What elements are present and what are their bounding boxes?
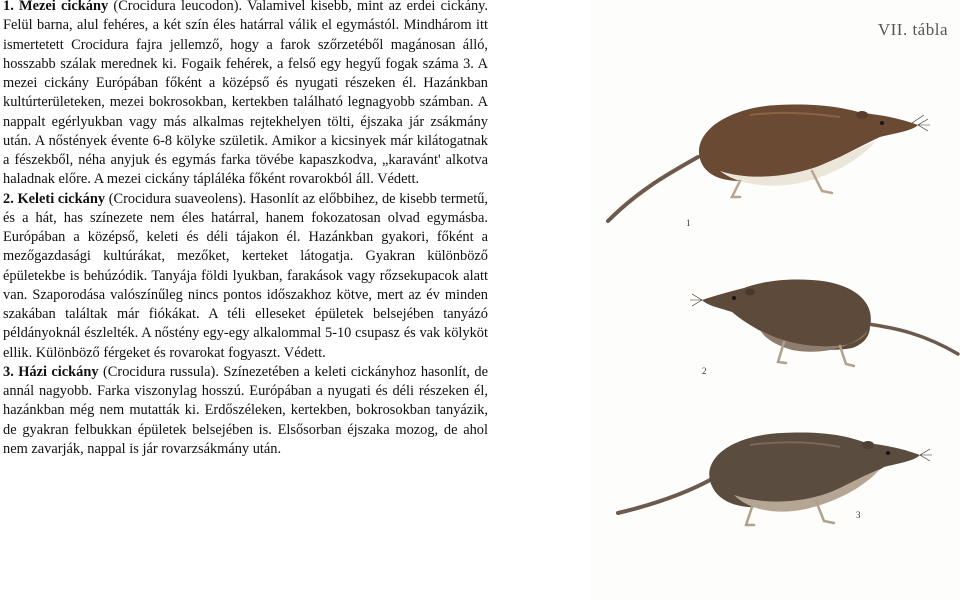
section-1-body: Valamivel kisebb, mint az erdei cickány. Felül barna, alul fehéres, a két szín éles határral válik el egymástól. Mindhárom itt ismertetett Crocidura fajra jellemző, hogy a farok szőrzetéből magánosan álló, hosszabb szálak merednek ki. Fogaik fehérek, a felső egy hegyű fogak száma 3. A mezei cickány Európában főként a középső és nyugati részeken él. Hazánkban kultúrterületeken, mezei bokrosokban, kertekben található legnagyobb számban. A nappalt egérlyukban vagy más alkalmas rejtekhelyen tölti, éjszaka jár zsákmány után. A nőstények évente 6-8 kölyke születik. Amikor a kicsinyek már kilátogatnak a fészekből, néha anyjuk és egymás farka tövébe kapaszkodva, „karavánt' alkotva haladnak előre. A mezei cickány tápláléka főként rovarokból áll. Védett.	[3, 0, 489, 188]
illustration-plate	[590, 0, 960, 600]
section-2-body: Hasonlít az előbbihez, de kisebb termetű, és a hát, has színezete nem éles határral, hanem fokozatosan olvad egymásba. Európában a középső, keleti és déli tájakon él. Hazánkban gyakori, főként a mezőgazdasági kultúrákat, mezőket, kerteket látogatja. Gyakran különböző épületekbe is behúzódik. Tanyája földi lyukban, farakások vagy rőzsekupacok alatt van. Szaporodása valószínűleg nincs pontos időszakhoz kötve, mert az év minden szakában találtak már fiókákat. A téli elleseket épületek belsejében tanyázó példányoknál észlelték. A nőstény egy-egy alkalommal 5-10 csupasz és vak kölyköt ellik. Különböző férgeket és rovarokat fogyaszt. Védett.	[3, 190, 489, 361]
section-1-latin: (Crocidura leucodon).	[113, 0, 243, 14]
section-2-number: 2.	[3, 190, 14, 207]
shrew-illustration-3	[610, 425, 930, 535]
shrew-illustration-2	[700, 270, 960, 380]
section-mezei-cickany	[3, 0, 488, 190]
shrew-illustration-1	[600, 85, 930, 225]
section-3-body: Színezetében a keleti cickányhoz hasonlít, de annál nagyobb. Farka viszonylag hosszú. Európában a nyugati és déli részeken él, hazánkban még nem mutatták ki. Erdőszéleken, kertekben, bokrosokban tanyázik, de gyakran felbukkan épületek belsejében is. Elsősorban éjszaka mozog, de ahol nem zavarják, nappal is jár rovarzsákmány után.	[3, 363, 488, 457]
section-1-name: Mezei cickány	[19, 0, 109, 14]
article-text	[3, 0, 488, 459]
section-2-name: Keleti cickány	[17, 190, 106, 207]
section-3-number: 3.	[3, 363, 14, 380]
section-hazi-cickany	[3, 363, 488, 459]
section-2-latin: (Crocidura suaveolens).	[108, 190, 247, 207]
section-3-name: Házi cickány	[18, 363, 99, 380]
figure-number-3: 3	[856, 510, 861, 520]
figure-number-2: 2	[702, 366, 707, 376]
plate-label: VII. tábla	[877, 20, 948, 39]
section-3-latin: (Crocidura russula).	[103, 363, 219, 380]
figure-number-1: 1	[686, 218, 691, 228]
section-keleti-cickany	[3, 190, 488, 363]
section-1-number: 1.	[3, 0, 14, 14]
